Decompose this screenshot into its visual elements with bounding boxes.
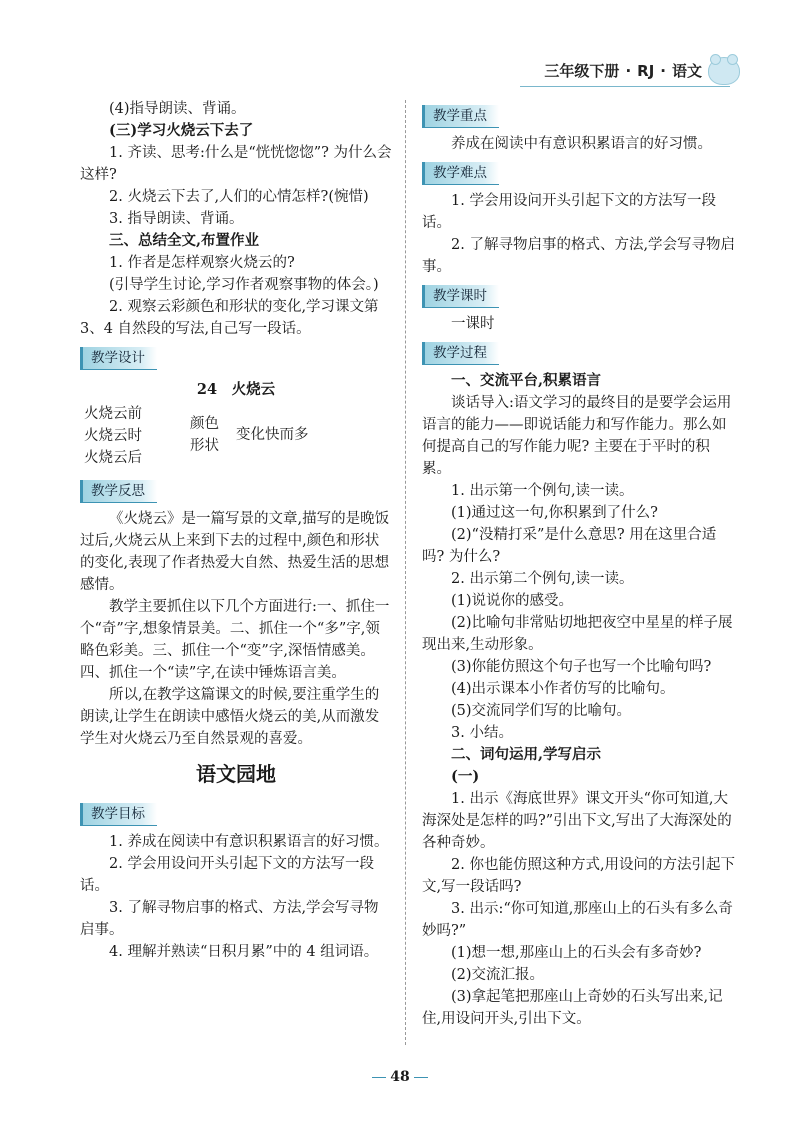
header-sep-2: · xyxy=(660,62,666,80)
goal-item: 2. 学会用设问开头引起下文的方法写一段话。 xyxy=(80,856,374,894)
difficulty-item: 1. 学会用设问开头引起下文的方法写一段话。 xyxy=(422,193,716,231)
text-line: (三)学习火烧云下去了 xyxy=(109,122,254,139)
text-line: 1. 齐读、思考:什么是“恍恍惚惚”? 为什么会这样? xyxy=(80,145,392,183)
board-item: 火烧云时 xyxy=(84,428,142,444)
label-key-points: 教学重点 xyxy=(422,105,499,128)
reflection-paragraph: 所以,在教学这篇课文的时候,要注重学生的朗读,让学生在朗读中感悟火烧云的美,从而激发学生对火烧云乃至自然景观的喜爱。 xyxy=(80,687,380,747)
text-line: 2. 观察云彩颜色和形状的变化,学习课文第 3、4 自然段的写法,自己写一段话。 xyxy=(80,299,379,337)
text-line: 1. 出示《海底世界》课文开头“你可知道,大海深处是怎样的吗?”引出下文,写出了大海深处的各种奇妙。 xyxy=(422,791,732,851)
label-teaching-reflection: 教学反思 xyxy=(80,480,157,503)
text-line: (4)指导朗读、背诵。 xyxy=(109,101,246,117)
text-line: 3. 指导朗读、背诵。 xyxy=(109,211,244,227)
page-header xyxy=(544,56,740,86)
text-line: 2. 你也能仿照这种方式,用设问的方法引起下文,写一段话吗? xyxy=(422,857,736,895)
reflection-paragraph: 教学主要抓住以下几个方面进行:一、抓住一个“奇”字,想象情景美。二、抓住一个“多”字,领略色彩美。三、抓住一个“变”字,深悟情感美。四、抓住一个“读”字,在读中锤炼语言美。 xyxy=(80,599,390,681)
header-rule xyxy=(520,86,730,87)
text-line: (4)出示课本小作者仿写的比喻句。 xyxy=(451,681,675,697)
board-item: 火烧云后 xyxy=(84,450,142,466)
text-line: (1)通过这一句,你积累到了什么? xyxy=(451,505,658,521)
board-item: 火烧云前 xyxy=(84,406,142,422)
header-grade: 三年级下册 xyxy=(544,62,620,80)
label-difficulties: 教学难点 xyxy=(422,162,499,185)
text-line: (5)交流同学们写的比喻句。 xyxy=(451,703,632,719)
blackboard-design xyxy=(80,403,392,469)
text-line: (一) xyxy=(451,768,480,785)
text-line: (3)你能仿照这个句子也写一个比喻句吗? xyxy=(451,659,712,675)
text-line: (2)交流汇报。 xyxy=(451,967,545,983)
label-teaching-goals: 教学目标 xyxy=(80,803,157,826)
right-column xyxy=(422,98,736,1030)
text-line: (1)说说你的感受。 xyxy=(451,593,574,609)
teaching-process-steps xyxy=(422,370,736,1030)
difficulty-item: 2. 了解寻物启事的格式、方法,学会写寻物启事。 xyxy=(422,237,736,275)
text-line: 一、交流平台,积累语言 xyxy=(451,372,602,389)
text-line: 3. 小结。 xyxy=(451,725,513,741)
page-number: 48 xyxy=(0,1066,800,1088)
text-line: 2. 火烧云下去了,人们的心情怎样?(惋惜) xyxy=(109,189,369,205)
text-line: 谈话导入:语文学习的最终目的是要学会运用语言的能力——即说话能力和写作能力。那么如何提高自己的写作能力呢? 主要在于平时的积累。 xyxy=(422,395,732,477)
label-teaching-process: 教学过程 xyxy=(422,342,499,365)
text-line: (2)比喻句非常贴切地把夜空中星星的样子展现出来,生动形象。 xyxy=(422,615,733,653)
goal-item: 3. 了解寻物启事的格式、方法,学会写寻物启事。 xyxy=(80,900,379,938)
goal-item: 1. 养成在阅读中有意识积累语言的好习惯。 xyxy=(109,834,389,850)
text-line: (引导学生讨论,学习作者观察事物的体会。) xyxy=(109,277,379,293)
text-line: 3. 出示:“你可知道,那座山上的石头有多么奇妙吗?” xyxy=(422,901,733,939)
label-teaching-design: 教学设计 xyxy=(80,347,157,370)
section-title: 语文园地 xyxy=(196,762,276,786)
column-divider xyxy=(405,100,406,1045)
blackboard-title: 24 火烧云 xyxy=(196,381,276,398)
left-column xyxy=(80,98,392,963)
goal-item: 4. 理解并熟读“日积月累”中的 4 组词语。 xyxy=(109,944,379,960)
header-subject: 语文 xyxy=(671,62,702,80)
header-sep: · xyxy=(625,62,632,80)
bear-mascot-icon xyxy=(708,57,740,85)
board-item: 变化快而多 xyxy=(236,427,309,443)
lesson-steps-continued xyxy=(80,98,392,340)
text-line: 1. 出示第一个例句,读一读。 xyxy=(451,483,634,499)
key-point: 养成在阅读中有意识积累语言的好习惯。 xyxy=(451,136,712,152)
board-item: 颜色 xyxy=(190,416,219,432)
label-class-hours: 教学课时 xyxy=(422,285,499,308)
board-item: 形状 xyxy=(190,438,219,454)
text-line: 二、词句运用,学写启示 xyxy=(451,746,602,763)
text-line: 三、总结全文,布置作业 xyxy=(109,232,260,249)
text-line: (2)“没精打采”是什么意思? 用在这里合适吗? 为什么? xyxy=(422,527,717,565)
reflection-paragraph: 《火烧云》是一篇写景的文章,描写的是晚饭过后,火烧云从上来到下去的过程中,颜色和形状的变化,表现了作者热爱大自然、热爱生活的思想感情。 xyxy=(80,511,390,593)
text-line: (1)想一想,那座山上的石头会有多奇妙? xyxy=(451,945,702,961)
text-line: (3)拿起笔把那座山上奇妙的石头写出来,记住,用设问开头,引出下文。 xyxy=(422,989,723,1027)
text-line: 1. 作者是怎样观察火烧云的? xyxy=(109,255,295,271)
header-edition: RJ xyxy=(637,62,655,80)
text-line: 2. 出示第二个例句,读一读。 xyxy=(451,571,634,587)
class-hours-value: 一课时 xyxy=(451,316,495,332)
